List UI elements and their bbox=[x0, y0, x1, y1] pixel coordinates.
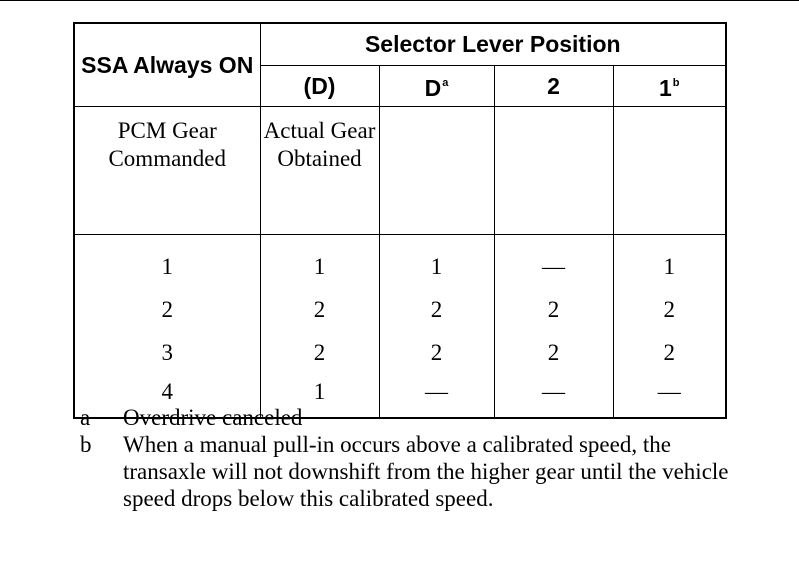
table-cell: 2 bbox=[494, 331, 613, 374]
table-cell: 2 bbox=[260, 288, 379, 331]
table-cell: 1 bbox=[74, 234, 260, 288]
table-cell: 2 bbox=[379, 288, 494, 331]
table-cell: — bbox=[613, 374, 726, 418]
table-row bbox=[74, 331, 726, 374]
shift-table bbox=[73, 22, 727, 419]
sub-header-actual-gear: Actual Gear Obtained bbox=[260, 106, 379, 234]
column-header-1: 1$^b$ bbox=[613, 65, 726, 106]
table-cell: 2 bbox=[613, 288, 726, 331]
table-row bbox=[74, 234, 726, 288]
table-cell: 2 bbox=[494, 288, 613, 331]
table-cell: — bbox=[379, 374, 494, 418]
footnote-ref-b: b bbox=[672, 77, 680, 89]
footnote-ref-a: a bbox=[442, 77, 449, 89]
table-cell: 4 bbox=[74, 374, 260, 418]
table-cell: 2 bbox=[74, 288, 260, 331]
table-row bbox=[74, 288, 726, 331]
footnote-key: b bbox=[80, 432, 92, 457]
sub-header-pcm-gear: PCM Gear Commanded bbox=[74, 106, 260, 234]
footnote-b bbox=[80, 431, 740, 512]
footnote-key: a bbox=[80, 405, 91, 430]
table-cell: 2 bbox=[260, 331, 379, 374]
sub-header-empty bbox=[494, 106, 613, 234]
footnotes bbox=[80, 404, 740, 512]
sub-header-empty bbox=[379, 106, 494, 234]
table-cell: 1 bbox=[379, 234, 494, 288]
column-header-2: 2 bbox=[494, 65, 613, 106]
table-cell: 1 bbox=[613, 234, 726, 288]
table-cell: 2 bbox=[613, 331, 726, 374]
table-cell: 1 bbox=[260, 234, 379, 288]
column-header-d: $D^a$ bbox=[379, 65, 494, 106]
footnote-text: Overdrive canceled bbox=[123, 405, 303, 430]
footnote-a bbox=[80, 404, 740, 431]
group-header: Selector Lever Position bbox=[260, 23, 726, 65]
table-cell: — bbox=[494, 374, 613, 418]
table-cell: 2 bbox=[379, 331, 494, 374]
corner-header: SSA Always ON bbox=[74, 23, 260, 106]
top-rule bbox=[0, 0, 799, 1]
footnote-text: When a manual pull-in occurs above a calibrated speed, the transaxle will not downshift from the higher gear until the vehicle speed drops below this calibrated speed. bbox=[123, 432, 729, 511]
table-cell: 1 bbox=[260, 374, 379, 418]
table-cell: — bbox=[494, 234, 613, 288]
table-cell: 3 bbox=[74, 331, 260, 374]
sub-header-empty bbox=[613, 106, 726, 234]
column-header-d-paren: (D) bbox=[260, 65, 379, 106]
